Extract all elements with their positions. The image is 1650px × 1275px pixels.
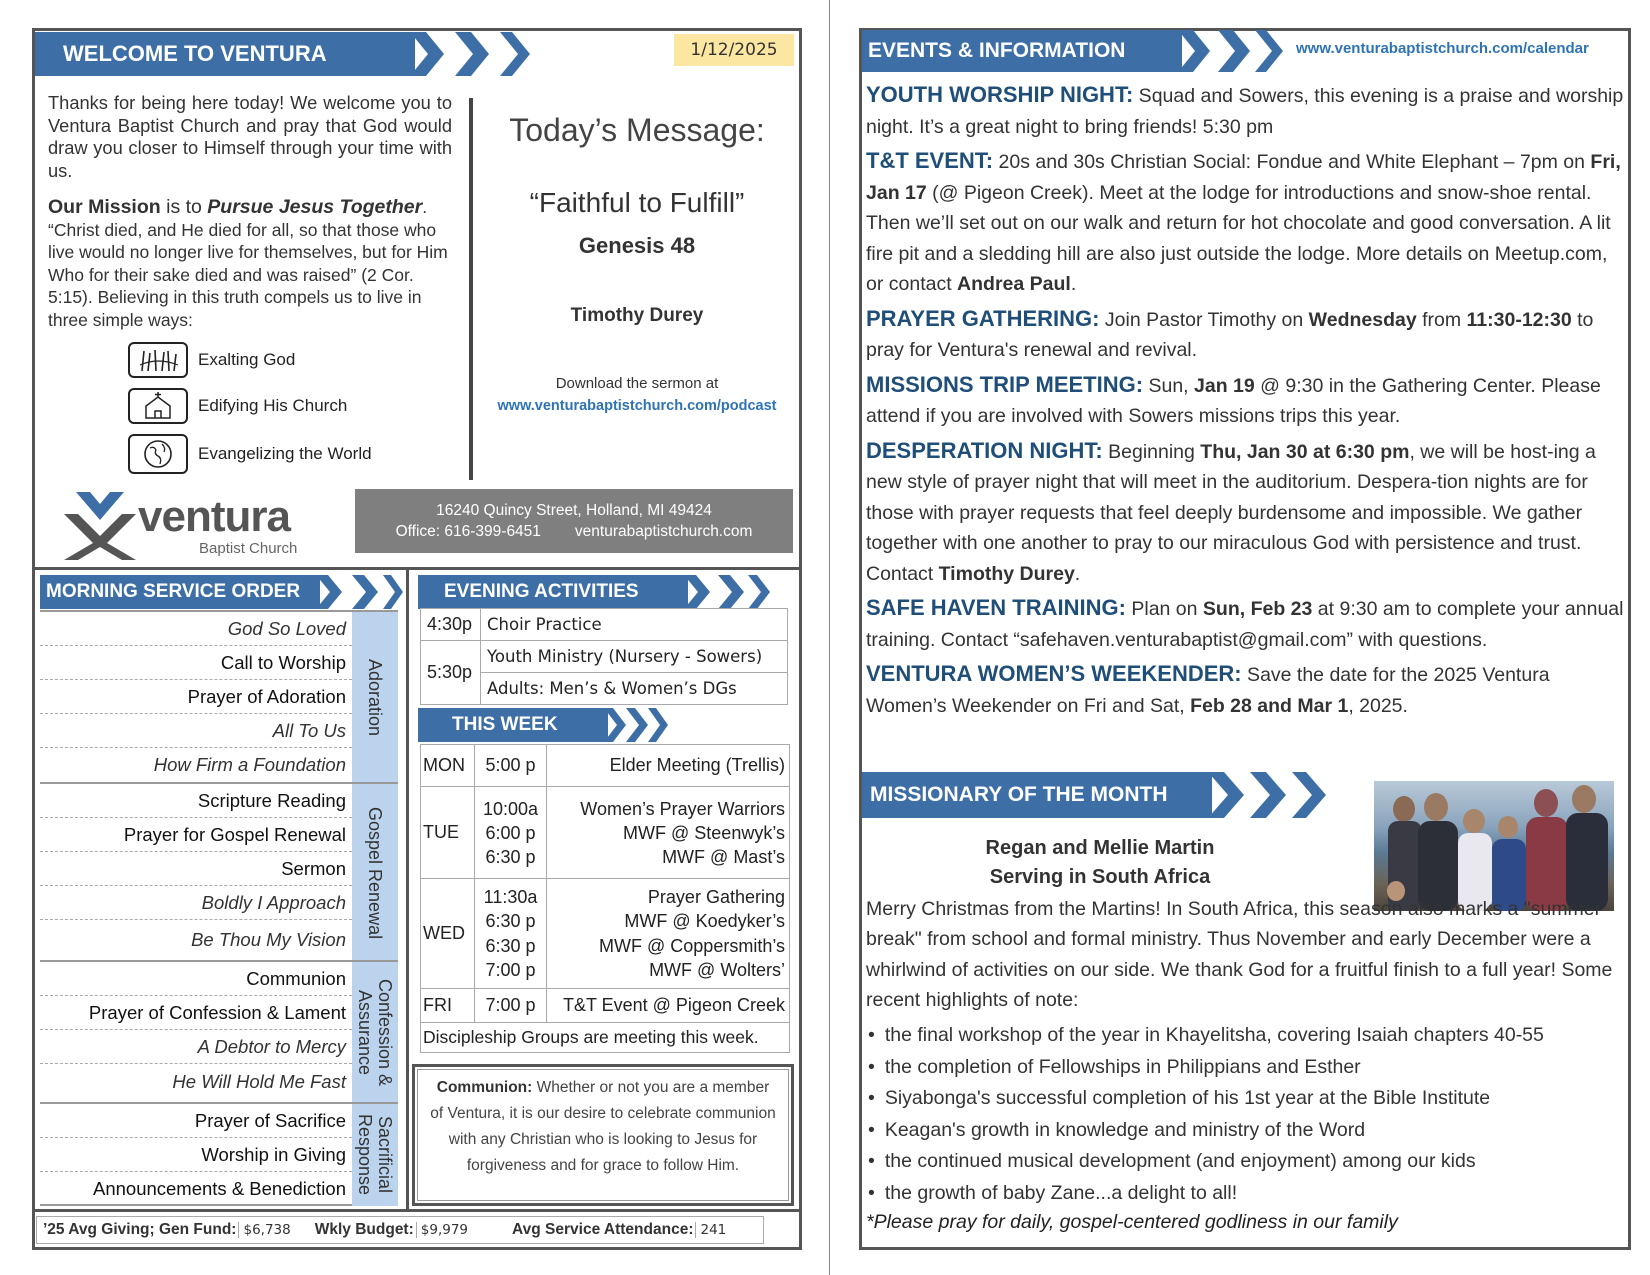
event-weekender: [866, 659, 1624, 721]
event-text: to pray for Ventura's renewal and revival.: [866, 308, 1594, 361]
event-bold: Feb 28 and Mar 1: [1190, 694, 1349, 717]
group-label-text: Confession & Assurance: [355, 979, 395, 1087]
evening-activity: Adults: Men’s & Women’s DGs: [481, 673, 788, 705]
hands-raised-icon: [128, 342, 188, 378]
event-text: Save the date for the 2025 Ventura Women’s Weekender on Fri and Sat,: [866, 664, 1550, 717]
event-heading: T&T EVENT:: [866, 148, 994, 173]
prayer-request: *Please pray for daily, gospel-centered godliness in our family: [866, 1211, 1398, 1233]
missionary-banner: [862, 772, 1212, 818]
week-title: THIS WEEK: [452, 714, 558, 735]
missionary-location: Serving in South Africa: [989, 866, 1211, 888]
service-item: [40, 714, 352, 748]
chevron-icon: [626, 708, 648, 742]
event-heading: DESPERATION NIGHT:: [866, 437, 1103, 463]
chevron-icon: [1178, 30, 1210, 72]
missionary-letter: [866, 894, 1624, 1016]
event-youth: [866, 80, 1624, 142]
week-event: Prayer Gathering: [647, 886, 785, 907]
way-label: Edifying His Church: [198, 396, 348, 415]
way-exalting: [128, 342, 295, 378]
table-row: [421, 745, 790, 787]
service-order-banner: [40, 575, 320, 609]
event-text: Join Pastor Timothy on: [1099, 308, 1309, 331]
welcome-banner: [35, 32, 415, 76]
event-missions: [866, 370, 1624, 432]
address-line: 16240 Quincy Street, Holland, MI 49424: [436, 502, 712, 519]
week-event: MWF @ Wolters’: [649, 960, 785, 980]
evening-title: EVENING ACTIVITIES: [444, 581, 639, 602]
chevron-icon: [648, 708, 668, 742]
service-item-label: Prayer of Sacrifice: [194, 1109, 346, 1131]
chevron-icon: [410, 32, 444, 76]
week-event: Elder Meeting (Trellis): [609, 755, 785, 775]
week-times: [475, 787, 547, 879]
week-day: FRI: [421, 989, 475, 1023]
missionary-names: Regan and Mellie Martin: [985, 837, 1215, 859]
list-item: • the continued musical development (and enjoyment) among our kids: [868, 1146, 1624, 1178]
attendance-label: Avg Service Attendance:: [512, 1221, 694, 1238]
week-event: T&T Event @ Pigeon Creek: [562, 995, 785, 1015]
list-item: • the growth of baby Zane...a delight to all!: [868, 1178, 1624, 1210]
week-footer: Discipleship Groups are meeting this week.: [421, 1023, 790, 1053]
event-tt: [866, 146, 1624, 300]
table-row: [421, 879, 790, 989]
week-day: MON: [421, 745, 475, 787]
chevron-icon: [500, 32, 530, 76]
service-item-label: Communion: [246, 967, 346, 989]
way-edifying: [128, 388, 347, 424]
way-label: Exalting God: [198, 350, 296, 369]
chevron-icon: [455, 32, 489, 76]
table-row: [421, 787, 790, 879]
welcome-intro-text: Thanks for being here today! We welcome you to Ventura Baptist Church and pray that God would draw you closer to Himself through your time with us.: [48, 92, 452, 181]
service-item: [40, 1172, 352, 1206]
chevron-icon: [1292, 772, 1326, 818]
date-badge: [674, 34, 794, 66]
highlights-list: [868, 1020, 1624, 1210]
way-evangelizing: [128, 434, 372, 474]
week-events: [547, 879, 790, 989]
service-group-label: [352, 1104, 398, 1206]
service-item-label: Call to Worship: [220, 651, 346, 673]
week-day: TUE: [421, 787, 475, 879]
event-desperation: [866, 436, 1624, 590]
week-events: [547, 989, 790, 1023]
logo-name: ventura: [138, 492, 290, 541]
service-item-label: All To Us: [272, 719, 346, 741]
week-time: 7:00 p: [485, 995, 536, 1015]
event-bold: Thu, Jan 30 at 6:30 pm: [1200, 440, 1410, 463]
week-day: WED: [421, 879, 475, 989]
event-bold: Andrea Paul: [957, 273, 1071, 295]
event-text: at 9:30 am to complete your annual training. Contact “safehaven.venturabaptist@gmail.com” with questions.: [866, 598, 1624, 651]
week-time: 10:00a: [482, 798, 539, 819]
group-label-text: Adoration: [365, 659, 385, 737]
message-heading: Today’s Message:: [509, 112, 765, 148]
event-heading: MISSIONS TRIP MEETING:: [866, 371, 1144, 397]
service-group-gospel: [40, 782, 398, 960]
table-row: [421, 609, 788, 641]
missionary-heading: [940, 834, 1260, 892]
chevron-icon: [1208, 772, 1244, 818]
service-item-label: Be Thou My Vision: [191, 929, 346, 950]
event-bold: Fri, Jan 17: [866, 151, 1621, 204]
event-text: , 2025.: [1348, 694, 1408, 717]
week-time: 6:30 p: [485, 935, 536, 956]
events-banner: [862, 30, 1182, 72]
evening-time: 5:30p: [421, 641, 481, 705]
service-item: [40, 1030, 352, 1064]
week-table: [420, 744, 790, 1053]
calendar-link[interactable]: www.venturabaptistchurch.com/calendar: [1296, 40, 1589, 57]
table-row: [421, 1023, 790, 1053]
service-item-label: Prayer of Adoration: [187, 685, 346, 707]
service-order-title: MORNING SERVICE ORDER: [46, 581, 301, 602]
service-group-label: [352, 784, 398, 962]
service-item: [40, 680, 352, 714]
week-banner: [418, 708, 608, 742]
message-divider: [469, 98, 473, 480]
evening-banner: [418, 575, 688, 609]
week-event: MWF @ Koedyker’s: [624, 911, 785, 931]
event-text: from: [1416, 308, 1467, 331]
mission-is: is to: [160, 196, 208, 218]
service-item: [40, 818, 352, 852]
service-item-label: Boldly I Approach: [201, 891, 346, 913]
week-times: [475, 989, 547, 1023]
table-row: [421, 641, 788, 673]
message-speaker: Timothy Durey: [570, 305, 704, 326]
communion-box: [412, 1064, 794, 1206]
event-text: Squad and Sowers, this evening is a praise and worship night. It’s a great night to bring friends! 5:30 pm: [866, 85, 1624, 138]
service-item-label: He Will Hold Me Fast: [172, 1071, 346, 1092]
service-item: [40, 1104, 352, 1138]
contact-line: [355, 521, 793, 542]
column-separator: [406, 570, 409, 1212]
giving-label: ’25 Avg Giving; Gen Fund:: [43, 1221, 237, 1238]
service-item-label: Prayer of Confession & Lament: [88, 1001, 346, 1023]
list-item: • Siyabonga's successful completion of his 1st year at the Bible Institute: [868, 1083, 1624, 1115]
logo-mark-icon: [62, 492, 138, 560]
service-item: [40, 852, 352, 886]
missionary-family-photo: [1374, 781, 1614, 911]
download-text: Download the sermon at: [555, 375, 719, 392]
service-item: [40, 1138, 352, 1172]
event-text: Sun,: [1143, 374, 1195, 397]
service-item: [40, 962, 352, 996]
service-item: [40, 1064, 352, 1100]
service-item: [40, 996, 352, 1030]
office-phone: Office: 616-399-6451: [395, 523, 541, 540]
evening-table: [420, 608, 788, 705]
service-item: [40, 784, 352, 818]
evening-activity: Choir Practice: [481, 609, 788, 641]
chevron-icon: [1218, 30, 1250, 72]
service-group-sacrifice: [40, 1102, 398, 1206]
evening-activity: Youth Ministry (Nursery - Sowers): [481, 641, 788, 673]
giving-value: $6,738: [238, 1222, 294, 1238]
mission-text: . “Christ died, and He died for all, so that those who live would no longer live for themselves, but for Him Who for their sake died and was raised” (2 Cor. 5:15). Believing in this truth compels us to live in three simple ways:: [48, 197, 448, 330]
group-label-text: Gospel Renewal: [365, 806, 385, 940]
week-events: [547, 787, 790, 879]
week-time: 7:00 p: [485, 960, 536, 980]
address-box: [355, 489, 793, 553]
week-event: MWF @ Mast’s: [662, 846, 785, 867]
missionary-intro: Merry Christmas from the Martins! In South Africa, this season also marks a "summer break" from school and formal ministry. Thus November and early December were a whirlwind of activities on our side. We thank God for a fruitful finish to a full year! Some recent highlights of note:: [866, 898, 1613, 1012]
week-time: 6:30 p: [485, 911, 536, 931]
week-events: [547, 745, 790, 787]
service-group-label: [352, 612, 398, 784]
budget-label: Wkly Budget:: [314, 1221, 414, 1238]
logo-sub: Baptist Church: [199, 540, 298, 557]
chevron-icon: [684, 575, 710, 609]
chevron-icon: [1250, 772, 1286, 818]
service-item: [40, 748, 352, 782]
event-text: (@ Pigeon Creek). Meet at the lodge for introductions and snow-shoe rental. Then we’ll set out on our walk and return for hot chocolate and good conversation. A lit fire pit and a sledding hill are also just outside the lodge. More details on Meetup.com, or contact: [866, 181, 1611, 295]
event-text: Plan on: [1125, 598, 1203, 620]
event-text: , we will be host-ing a new style of prayer night that will meet in the auditorium. Despera-tion nights are for those with prayer requests that feel deeply burdensome and impossible. We gather together with one another to pray to our miraculous God with persistence and trust. Contact: [866, 440, 1596, 585]
mission-statement: [48, 196, 452, 331]
week-time: 6:00 p: [485, 822, 536, 843]
service-group-confession: [40, 960, 398, 1102]
service-group-adoration: [40, 610, 398, 782]
service-item-label: Prayer for Gospel Renewal: [123, 823, 346, 845]
church-icon: [128, 388, 188, 424]
week-event: MWF @ Coppersmith’s: [599, 935, 785, 956]
communion-label: Communion:: [436, 1079, 533, 1096]
service-item-label: How Firm a Foundation: [153, 754, 346, 775]
event-heading: SAFE HAVEN TRAINING:: [866, 595, 1126, 620]
welcome-intro: [48, 92, 452, 182]
date-text: 1/12/2025: [690, 40, 778, 60]
week-event: Women’s Prayer Warriors: [580, 798, 785, 819]
mission-label: Our Mission: [48, 196, 161, 218]
service-item: [40, 920, 352, 960]
event-text: .: [1070, 273, 1077, 295]
event-bold: 11:30-12:30: [1466, 308, 1572, 331]
list-item: • the completion of Fellowships in Philippians and Esther: [868, 1052, 1624, 1084]
stats-separator: [35, 1209, 800, 1212]
chevron-icon: [1255, 30, 1283, 72]
missionary-title: MISSIONARY OF THE MONTH: [870, 783, 1168, 806]
event-bold: Timothy Durey: [938, 562, 1075, 585]
message-block: [478, 112, 796, 414]
service-item: [40, 886, 352, 920]
group-label-text: Sacrificial Response: [355, 1114, 395, 1196]
week-time: 11:30a: [483, 886, 538, 907]
list-item: • Keagan's growth in knowledge and ministry of the Word: [868, 1115, 1624, 1147]
chevron-icon: [383, 575, 403, 609]
event-prayer: [866, 304, 1624, 366]
week-time: 6:30 p: [485, 846, 536, 867]
event-text: Beginning: [1102, 440, 1201, 463]
communion-text: Whether or not you are a member of Ventura, it is our desire to celebrate communion with any Christian who is looking to Jesus for forgiveness and for grace to follow Him.: [430, 1079, 776, 1174]
events-list: [866, 80, 1624, 725]
event-text: @ 9:30 in the Gathering Center. Please attend if you are involved with Sowers missions trips this year.: [866, 374, 1601, 427]
chevron-icon: [316, 575, 342, 609]
podcast-link[interactable]: www.venturabaptistchurch.com/podcast: [497, 398, 777, 414]
way-label: Evangelizing the World: [198, 444, 372, 463]
event-heading: PRAYER GATHERING:: [866, 305, 1100, 331]
week-times: [475, 879, 547, 989]
week-times: [475, 745, 547, 787]
service-item: [40, 612, 352, 646]
section-separator: [35, 567, 800, 570]
stats-bar: [36, 1216, 764, 1244]
table-row: [421, 989, 790, 1023]
mission-phrase: Pursue Jesus Together: [207, 196, 423, 218]
service-item: [40, 646, 352, 680]
event-heading: YOUTH WORSHIP NIGHT:: [866, 82, 1134, 107]
events-title: EVENTS & INFORMATION: [868, 39, 1126, 62]
budget-value: $9,979: [416, 1222, 472, 1238]
list-item: • the final workshop of the year in Khayelitsha, covering Isaiah chapters 40-55: [868, 1020, 1624, 1052]
service-item-label: Scripture Reading: [197, 789, 346, 811]
chevron-icon: [352, 575, 378, 609]
service-item-label: God So Loved: [227, 617, 346, 639]
website-link[interactable]: venturabaptistchurch.com: [574, 523, 753, 540]
event-text: 20s and 30s Christian Social: Fondue and White Elephant – 7pm on: [993, 151, 1591, 173]
week-event: MWF @ Steenwyk’s: [623, 822, 785, 843]
event-heading: VENTURA WOMEN’S WEEKENDER:: [866, 661, 1242, 686]
event-bold: Wednesday: [1308, 308, 1417, 331]
service-group-label: [352, 962, 398, 1104]
service-item-label: Sermon: [281, 857, 346, 879]
evening-time: 4:30p: [421, 609, 481, 641]
service-item-label: Announcements & Benediction: [92, 1178, 346, 1199]
message-title: “Faithful to Fulfill”: [529, 187, 745, 218]
event-bold: Jan 19: [1194, 374, 1255, 397]
globe-icon: [128, 434, 188, 474]
attendance-value: 241: [695, 1222, 730, 1238]
event-text: .: [1074, 562, 1081, 585]
page-divider: [829, 0, 830, 1275]
service-item-label: Worship in Giving: [201, 1143, 346, 1165]
chevron-icon: [748, 575, 770, 609]
event-safe-haven: [866, 593, 1624, 655]
chevron-icon: [604, 708, 626, 742]
service-item-label: A Debtor to Mercy: [197, 1035, 346, 1057]
message-passage: Genesis 48: [578, 233, 696, 258]
week-time: 5:00 p: [485, 755, 536, 775]
welcome-title: WELCOME TO VENTURA: [63, 41, 327, 66]
event-bold: Sun, Feb 23: [1202, 598, 1313, 620]
church-logo: [62, 490, 312, 560]
chevron-icon: [718, 575, 744, 609]
